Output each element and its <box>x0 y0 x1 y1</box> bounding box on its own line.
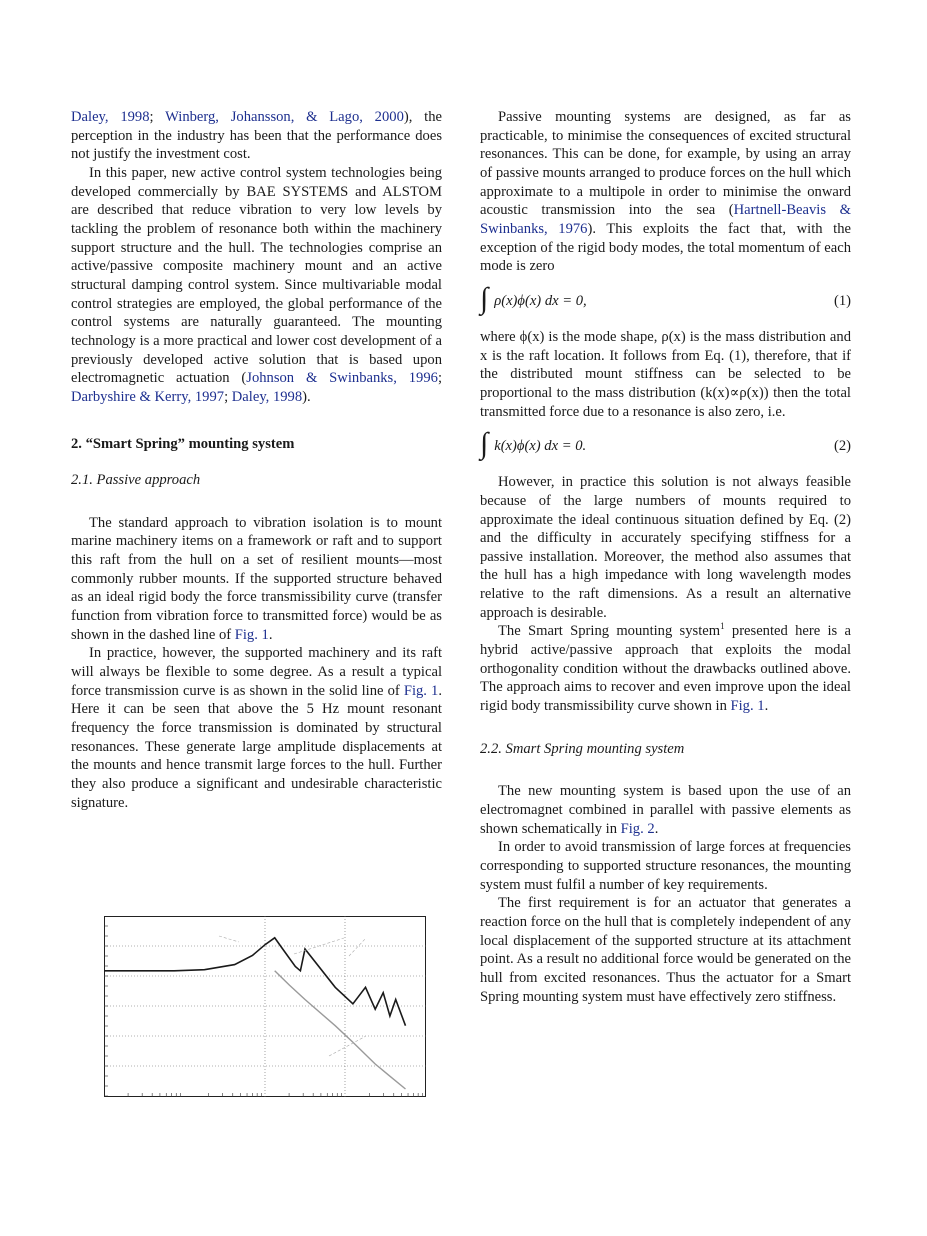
figure-link[interactable]: Fig. 1 <box>403 682 439 699</box>
paragraph-text: The standard approach to vibration isolation is to mount marine machinery items on a framework or raft and to support this raft from the hull on a set of resilient mounts—most commonly rubber mounts. If the supported structure behaved as an ideal rigid body the force transmissibility curve (transfer function from vibration force to transmitted force) would be as shown in the dashed line of <box>71 514 442 643</box>
right-para-2: where ϕ(x) is the mode shape, ρ(x) is the mass distribution and x is the raft location. It follows from Eq. (1), therefore, that if the distributed mount stiffness can be selected to be proportional to the mass distribution (k(x)∝ρ(x)) then the total transmitted force due to a resonance is also zero, i.e. <box>480 328 851 420</box>
paragraph-text: ). This exploits the fact that, with the exception of the rigid body modes, the total momentum of each mode is zero <box>480 220 851 275</box>
figure-link[interactable]: Fig. 1 <box>234 626 269 643</box>
figure-1-chart <box>104 916 426 1097</box>
subsection-title: 2.1. Passive approach <box>71 472 201 489</box>
paragraph-text: In this paper, new active control system technologies being developed commercially by BAE SYSTEMS and ALSTOM are described that reduce vibration to very low levels by tackling the problem of resonance both within the machinery support structure and the hull. The technologies comprise an active/passive composite machinery mount and an active structural damping control system. Since multivariable modal control strategies are employed, the global performance of the control systems are naturally guaranteed. The mounting technology is a more practical and lower cost development of a previously developed active solution that is based upon electromagnetic actuation ( <box>71 164 442 387</box>
figure-link[interactable]: Fig. 2 <box>620 820 655 837</box>
right-para-1 <box>480 108 851 276</box>
citation-link[interactable]: Darbyshire & Kerry, 1997 <box>71 388 225 405</box>
paragraph-text: ). <box>302 388 311 405</box>
citation-link[interactable]: Daley, 1998 <box>71 109 150 125</box>
paragraph-text: Passive mounting systems are designed, as far as practicable, to minimise the consequences of excited structural resonances. This can be done, for example, by using an array of passive mounts arranged to produce forces on the hull which approximate to a multipole in order to minimise the onward acoustic transmission into the sea ( <box>480 109 851 219</box>
right-para-4 <box>480 622 851 715</box>
integral-symbol: ∫ <box>480 281 489 315</box>
right-para-5 <box>480 782 851 838</box>
figure-link[interactable]: Fig. 1 <box>730 698 765 715</box>
paragraph-text: . <box>654 820 659 837</box>
right-para-3: However, in practice this solution is not always feasible because of the large numbers of mounts required to approximate the ideal continuous situation defined by Eq. (2) and the difficulty in accurately specifying stiffness for a passive installation. Moreover, the method also assumes that the hull has a high impedance with long wavelength modes relative to the raft dimensions. As a result an alternative approach is desirable. <box>480 474 851 621</box>
section-title: 2. “Smart Spring” mounting system <box>71 435 295 452</box>
right-para-7: The first requirement is for an actuator that generates a reaction force on the hull that is completely independent of any local displacement of the supported structure at its attachment point. As a result no additional force would be generated on the hull from excited resonances. Thus the actuator for a Smart Spring mounting system must have effectively zero stiffness. <box>480 895 851 1005</box>
left-para-4 <box>71 644 442 812</box>
left-para-continued: Daley, 1998; Winberg, Johansson, & Lago, 2000), the perception in the industry has been that the performance does not justify the investment cost. <box>71 109 442 163</box>
paragraph-text: In practice, however, the supported machinery and its raft will always be flexible to some degree. As a result a typical force transmission curve is as shown in the solid line of <box>71 645 442 699</box>
right-column <box>480 108 851 1006</box>
citation-link[interactable]: Hartnell-Beavis & Swinbanks, 1976 <box>480 202 851 237</box>
paragraph-text: . <box>764 698 769 715</box>
citation-link[interactable]: Johnson & Swinbanks, 1996 <box>246 370 438 387</box>
paragraph-text: ), the perception in the industry has been that the performance does not justify the investment cost. <box>71 109 442 163</box>
left-column <box>71 108 442 812</box>
citation-link[interactable]: Winberg, Johansson, & Lago, 2000 <box>165 109 404 125</box>
paragraph-text: . <box>268 626 273 643</box>
left-para-3 <box>71 514 442 645</box>
paragraph-text: The Smart Spring mounting system <box>498 623 721 640</box>
subsection-title: 2.2. Smart Spring mounting system <box>480 740 685 757</box>
right-para-6: In order to avoid transmission of large forces at frequencies corresponding to supported structure resonances, the mounting system must fulfil a number of key requirements. <box>480 839 851 893</box>
paragraph-text: presented here is a hybrid active/passive approach that exploits the modal orthogonality condition without the drawbacks outlined above. The approach aims to recover and even improve upon the ideal rigid body transmissibility curve shown in <box>480 623 851 715</box>
equation-number: (2) <box>833 437 851 454</box>
equation-1 <box>480 281 851 318</box>
paragraph-text: The new mounting system is based upon the use of an electromagnet combined in parallel with passive elements as shown schematically in <box>480 783 851 837</box>
left-para-2: In this paper, new active control system technologies being developed commercially by BAE SYSTEMS and ALSTOM are described that reduce vibration to very low levels by tackling the problem of resonance both within the machinery support structure and the hull. The technologies comprise an active/passive composite machinery mount and an active structural damping control system. Since multivariable modal control strategies are employed, the global performance of the control systems are naturally guaranteed. The mounting technology is a more practical and lower cost development of a previously developed active solution that is based upon electromagnetic actuation (Johnson & Swinbanks, 1996; Darbyshire & Kerry, 1997; Daley, 1998). <box>71 164 442 405</box>
equation-body: ρ(x)ϕ(x) dx = 0, <box>494 292 587 309</box>
citation-link[interactable]: Daley, 1998 <box>231 388 303 405</box>
equation-number: (1) <box>833 292 851 309</box>
equation-body: k(x)ϕ(x) dx = 0. <box>494 437 587 454</box>
equation-2 <box>480 429 851 463</box>
integral-symbol: ∫ <box>480 427 489 461</box>
footnote-marker[interactable]: 1 <box>720 621 725 632</box>
paragraph-text: . Here it can be seen that above the 5 Hz mount resonant frequency the force transmission is dominated by structural resonances. These generate large amplitude displacements at the mounts and hence transmit large forces to the hull. Further they also produce a significant and undesirable characteristic signature. <box>71 682 442 811</box>
